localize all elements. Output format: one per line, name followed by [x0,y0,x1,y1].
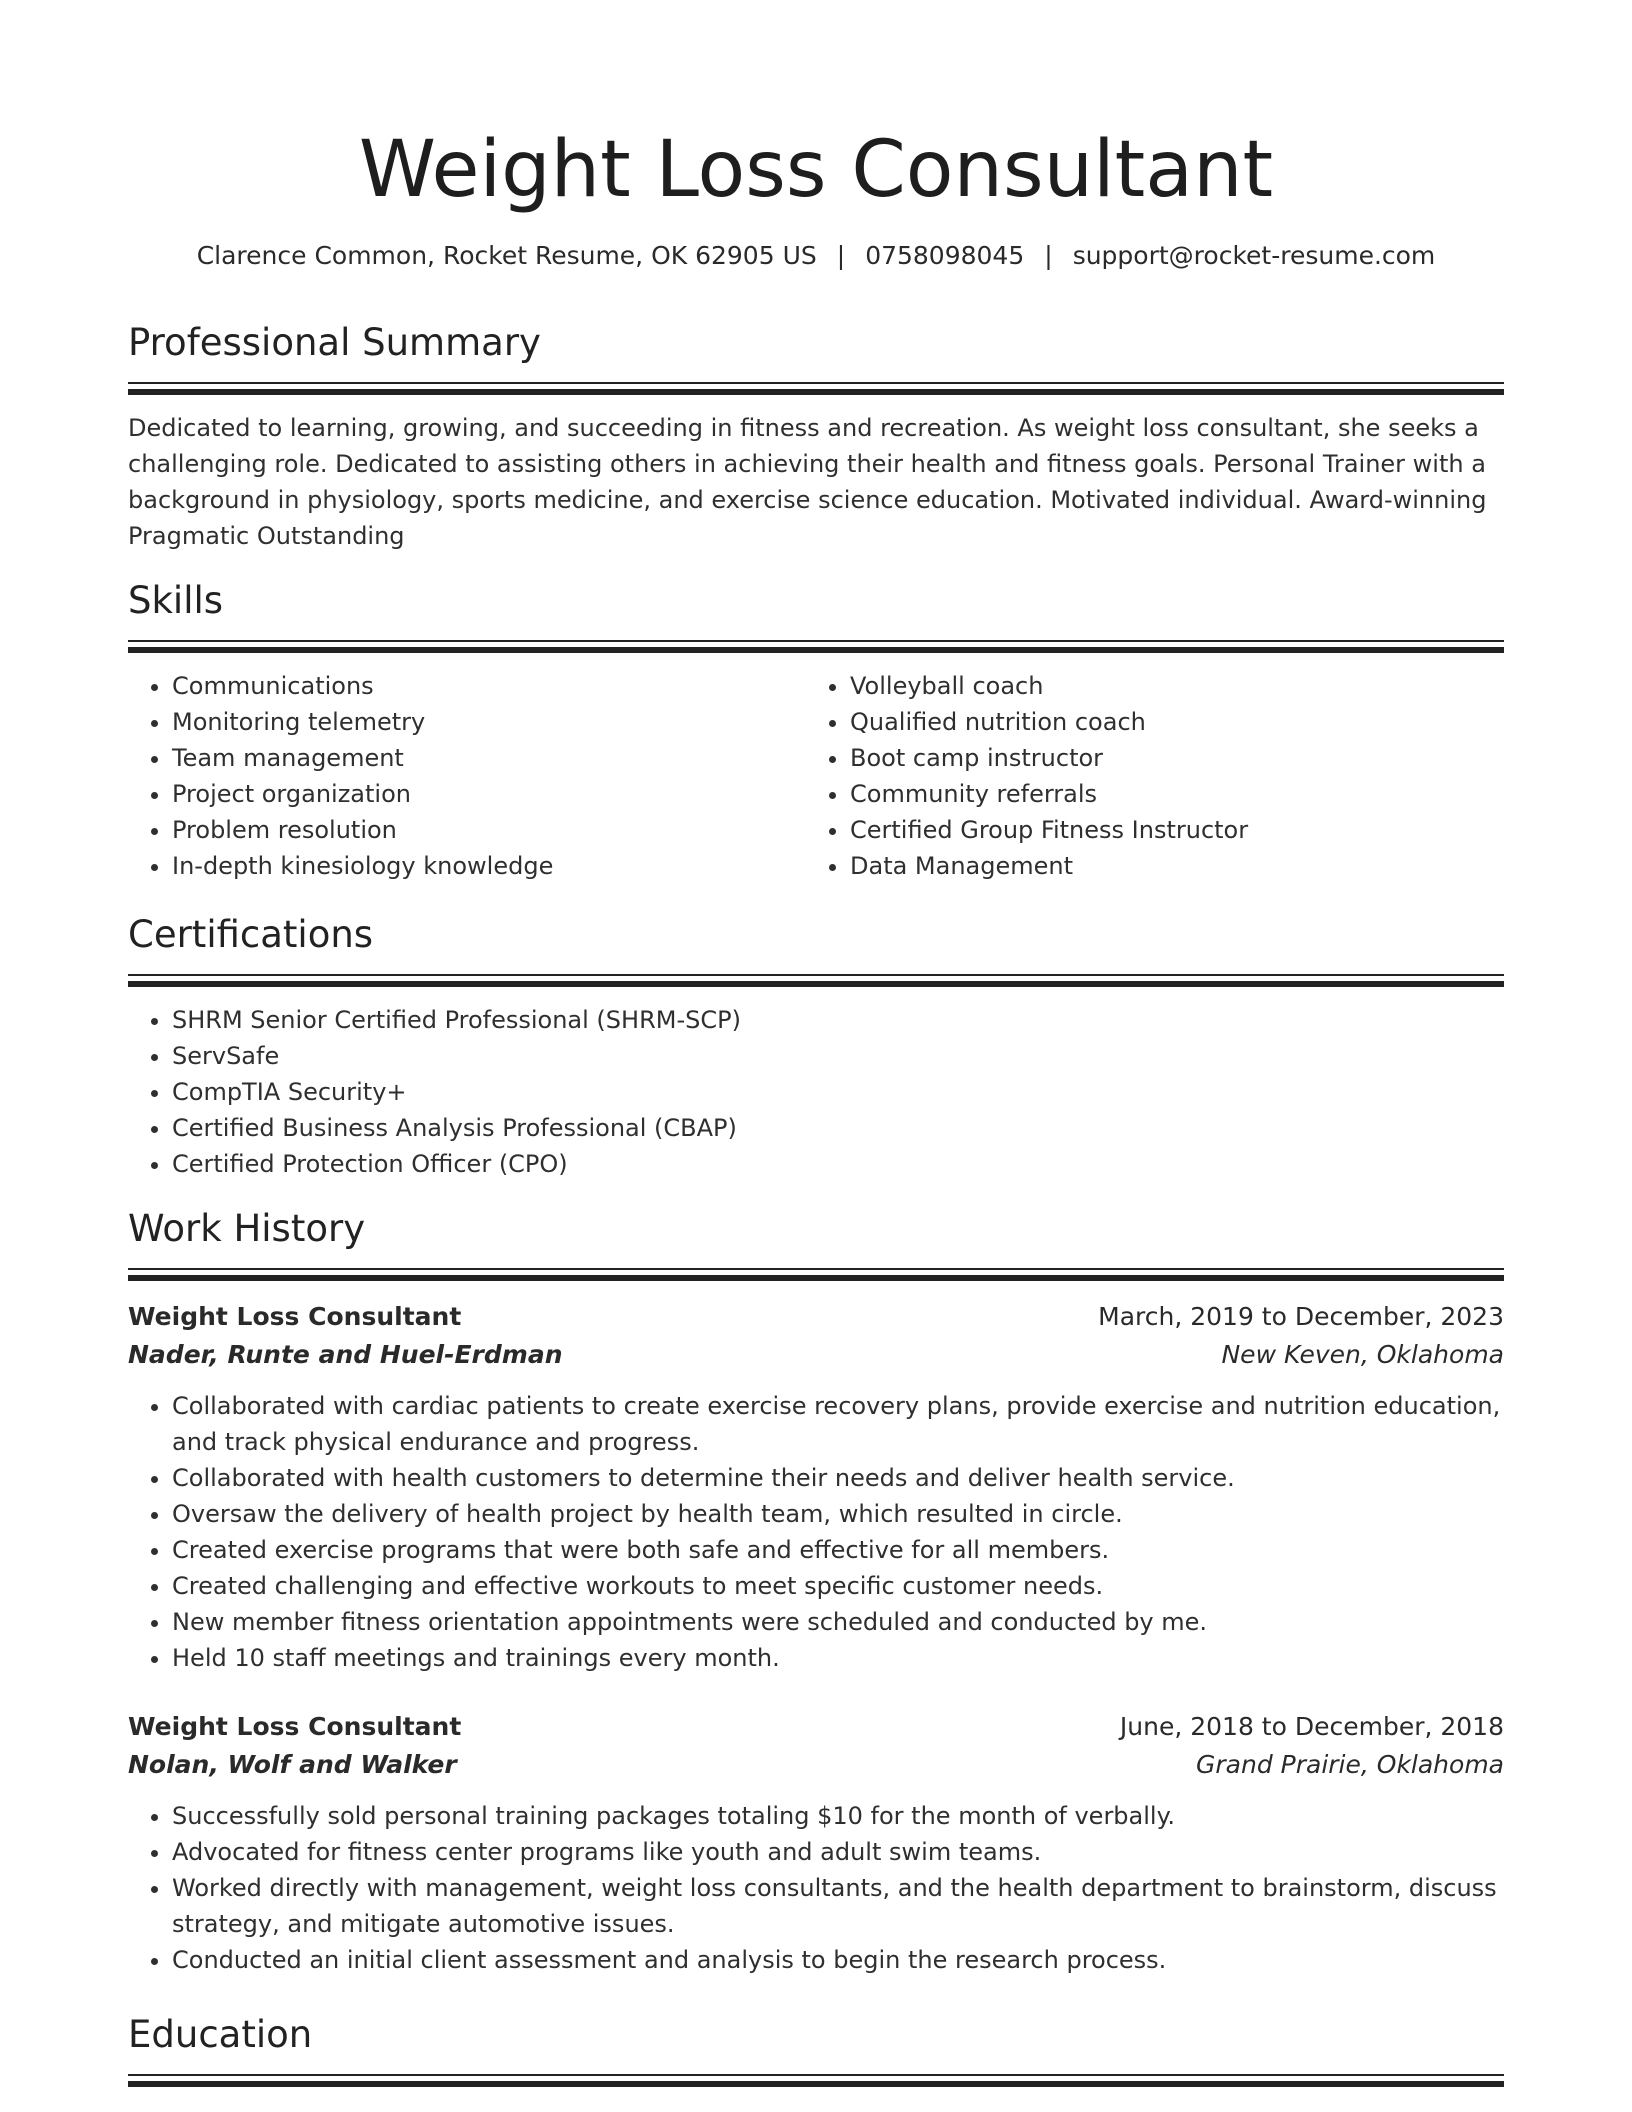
job-subheader [128,1336,1504,1374]
section-divider [128,382,1504,396]
skill-item: • Certified Group Fitness Instructor [850,812,1484,848]
skill-item: • Team management [172,740,806,776]
contact-address: Clarence Common, Rocket Resume, OK 62905 US [196,241,817,270]
job-bullet: • New member fitness orientation appointments were scheduled and conducted by me. [172,1604,1504,1640]
job-bullet: • Worked directly with management, weight loss consultants, and the health department to brainstorm, discuss strategy, and mitigate automotive issues. [172,1870,1504,1942]
section-divider [128,640,1504,654]
section-divider [128,2074,1504,2088]
job-bullet: • Successfully sold personal training packages totaling $10 for the month of verbally. [172,1798,1504,1834]
job-dates: June, 2018 to December, 2018 [1119,1712,1504,1741]
contact-separator: | [1044,241,1053,270]
job-dates: March, 2019 to December, 2023 [1098,1302,1504,1331]
job-location: New Keven, Oklahoma [1221,1340,1504,1369]
job-bullet: • Created exercise programs that were both safe and effective for all members. [172,1532,1504,1568]
job-bullets [128,1798,1504,1978]
skills-section [128,576,1504,884]
skills-column-right [806,668,1484,884]
education-heading: Education [128,2013,313,2056]
contact-separator: | [836,241,846,270]
certifications-list [128,1002,1504,1182]
certifications-heading: Certifications [128,913,374,956]
education-section [128,2010,1504,2088]
job-company: Nader, Runte and Huel-Erdman [128,1340,563,1369]
job-title: Weight Loss Consultant [128,1302,462,1331]
skills-columns [128,668,1504,884]
certification-item: • CompTIA Security+ [172,1074,1504,1110]
job-bullets [128,1388,1504,1676]
skill-item: • Monitoring telemetry [172,704,806,740]
section-divider [128,1268,1504,1282]
contact-email: support@rocket-resume.com [1072,241,1436,270]
job-entry [128,1708,1504,1978]
skill-item: • Volleyball coach [850,668,1484,704]
skill-item: • Community referrals [850,776,1484,812]
job-bullet: • Advocated for fitness center programs like youth and adult swim teams. [172,1834,1504,1870]
certification-item: • ServSafe [172,1038,1504,1074]
skill-item: • Problem resolution [172,812,806,848]
skill-item: • Data Management [850,848,1484,884]
certification-item: • Certified Business Analysis Professional (CBAP) [172,1110,1504,1146]
skills-column-left [128,668,806,884]
job-subheader [128,1746,1504,1784]
job-location: Grand Prairie, Oklahoma [1196,1750,1504,1779]
work-section [128,1204,1504,1978]
job-bullet: • Conducted an initial client assessment and analysis to begin the research process. [172,1942,1504,1978]
certifications-section [128,910,1504,1182]
contact-line [128,238,1504,274]
job-header [128,1298,1504,1336]
summary-heading: Professional Summary [128,321,541,364]
skill-item: • Communications [172,668,806,704]
job-header [128,1708,1504,1746]
skills-heading: Skills [128,579,224,622]
contact-phone: 0758098045 [865,241,1025,270]
skill-item: • In-depth kinesiology knowledge [172,848,806,884]
resume-title: Weight Loss Consultant [358,125,1274,215]
certification-item: • Certified Protection Officer (CPO) [172,1146,1504,1182]
skill-item: • Qualified nutrition coach [850,704,1484,740]
certification-item: • SHRM Senior Certified Professional (SHRM-SCP) [172,1002,1504,1038]
skill-item: • Project organization [172,776,806,812]
summary-section [128,318,1504,554]
job-bullet: • Created challenging and effective workouts to meet specific customer needs. [172,1568,1504,1604]
job-bullet: • Oversaw the delivery of health project by health team, which resulted in circle. [172,1496,1504,1532]
skill-item: • Boot camp instructor [850,740,1484,776]
job-bullet: • Held 10 staff meetings and trainings every month. [172,1640,1504,1676]
section-divider [128,974,1504,988]
job-bullet: • Collaborated with cardiac patients to create exercise recovery plans, provide exercise and nutrition education, and track physical endurance and progress. [172,1388,1504,1460]
job-company: Nolan, Wolf and Walker [128,1750,457,1779]
job-title: Weight Loss Consultant [128,1712,462,1741]
job-bullet: • Collaborated with health customers to determine their needs and deliver health service. [172,1460,1504,1496]
job-entry [128,1298,1504,1676]
summary-text: Dedicated to learning, growing, and succeeding in fitness and recreation. As weight loss consultant, she seeks a challenging role. Dedicated to assisting others in achieving their health and fitness goals. Personal Trainer with a background in physiology, sports medicine, and exercise science education. Motivated individual. Award-winning Pragmatic Outstanding [128,414,1487,550]
work-heading: Work History [128,1207,366,1250]
